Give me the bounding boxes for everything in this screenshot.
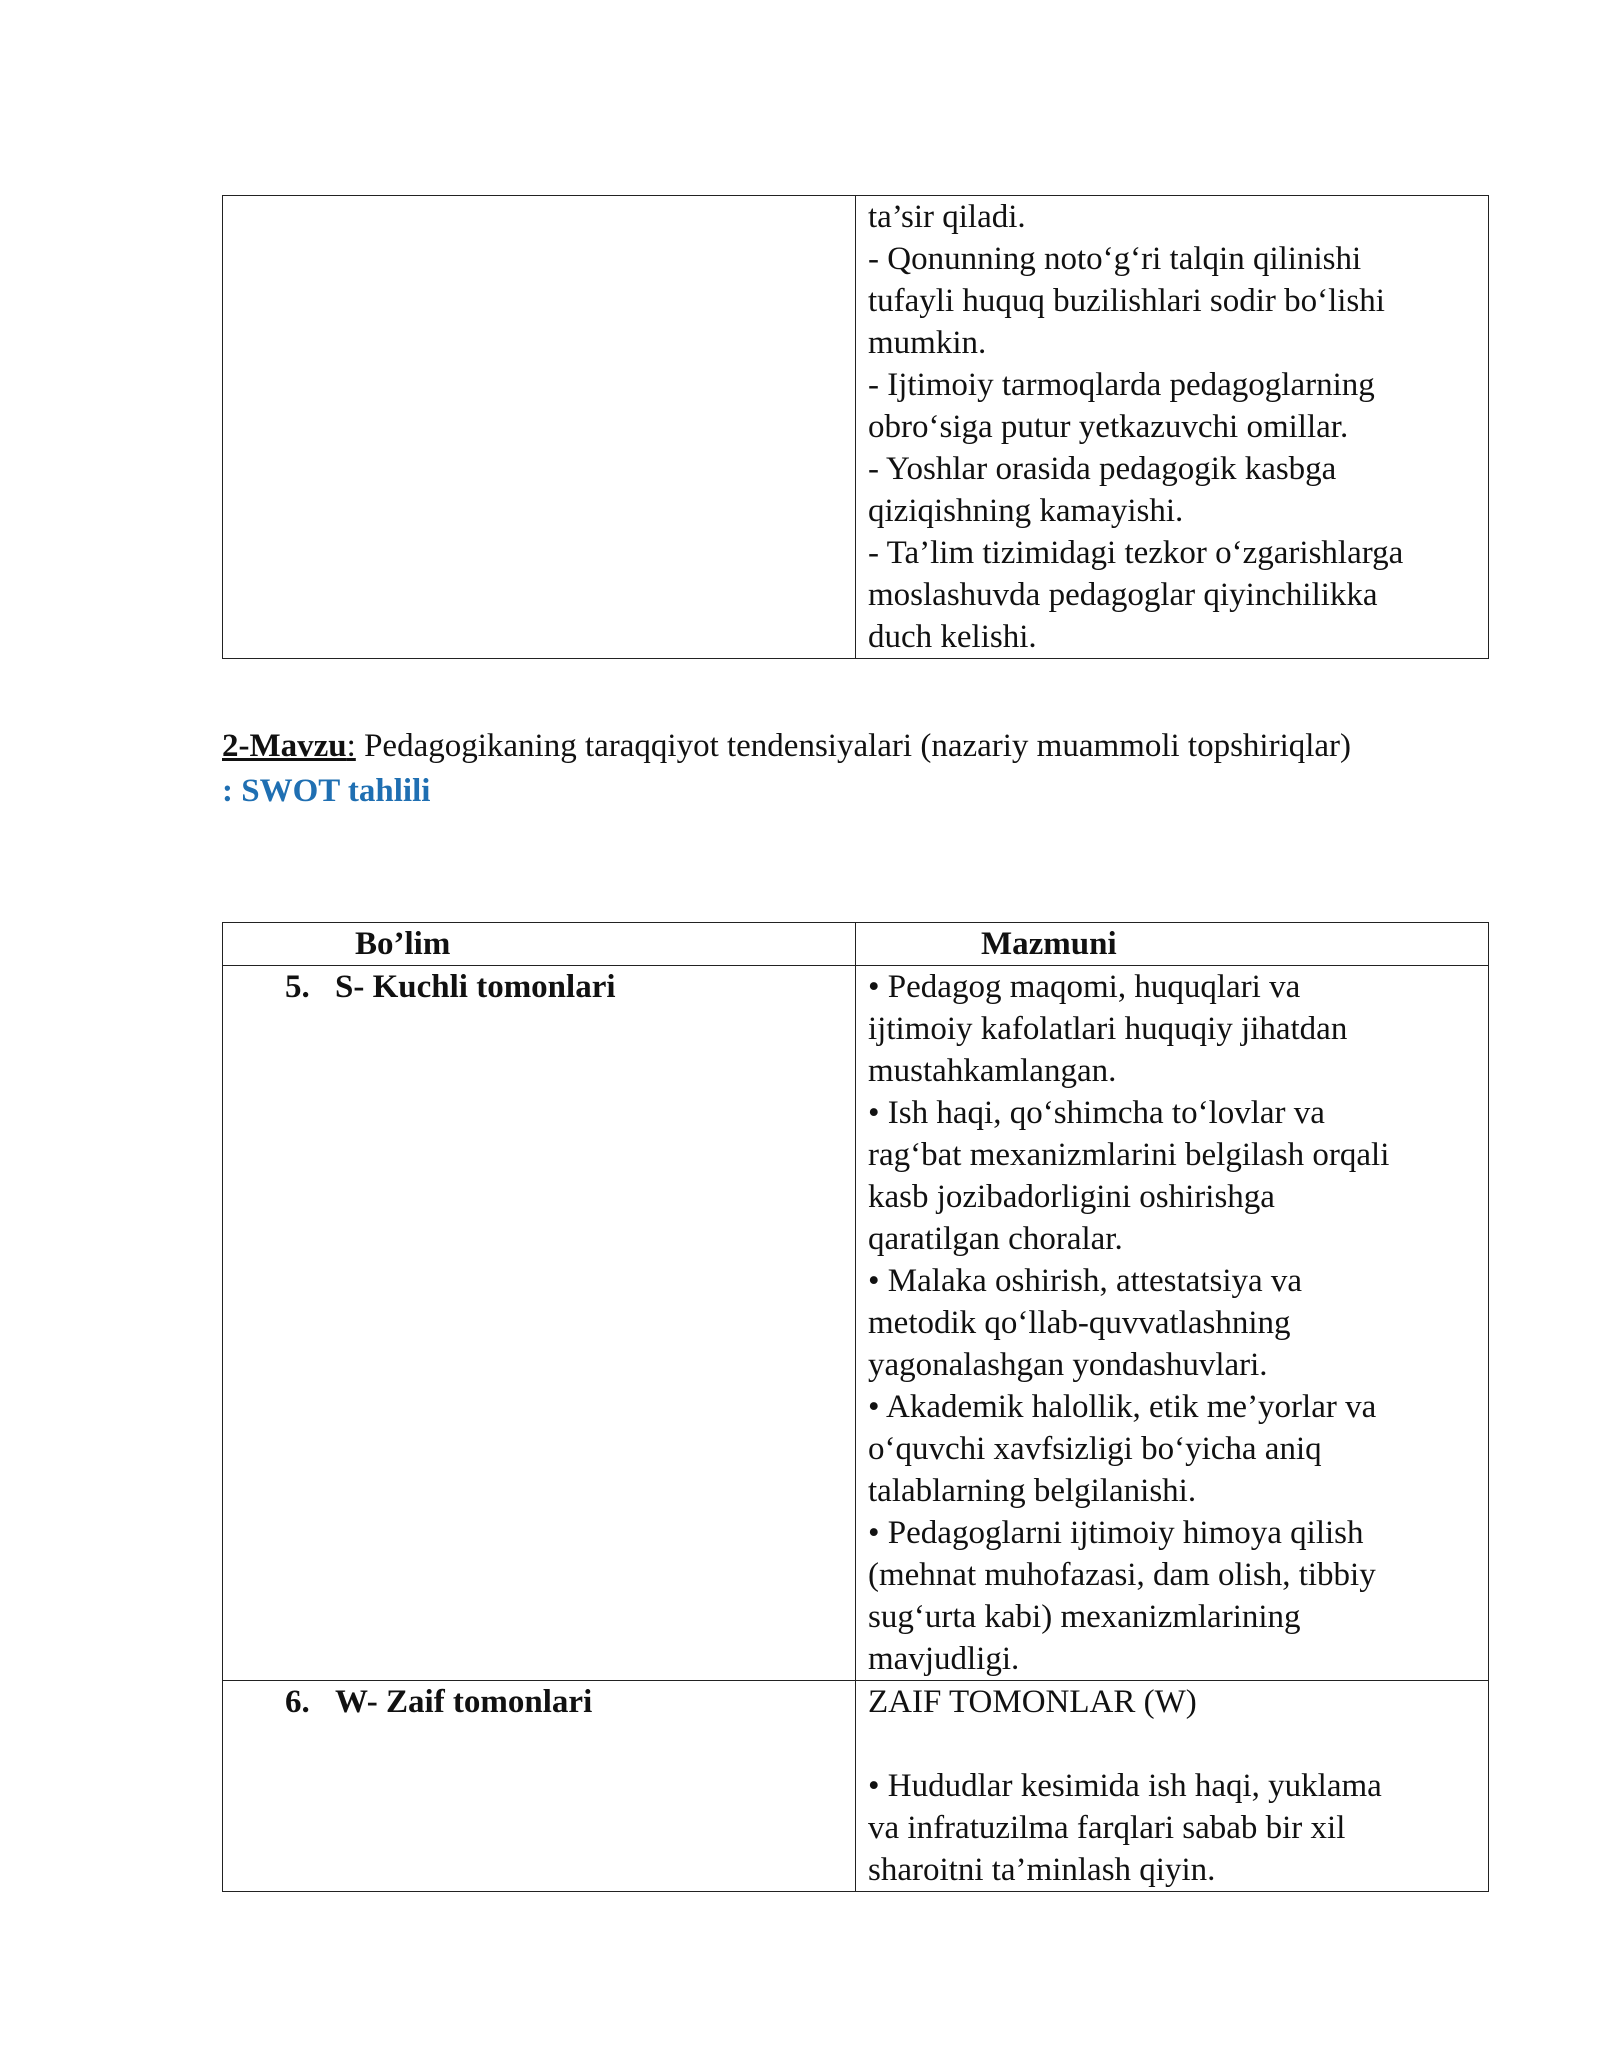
section-title: W- Zaif tomonlari <box>335 1684 593 1720</box>
content-cell-weaknesses <box>856 1681 1489 1892</box>
table-row <box>223 196 1489 659</box>
text-line: qaratilgan choralar. <box>868 1221 1123 1257</box>
text-line: talablarning belgilanishi. <box>868 1473 1197 1509</box>
text-line: - Qonunning noto‘g‘ri talqin qilinishi <box>868 241 1362 277</box>
empty-cell <box>223 196 856 659</box>
topic-text: Pedagogikaning taraqqiyot tendensiyalari (nazariy muammoli topshiriqlar) <box>355 728 1352 764</box>
blank-line <box>868 1723 1476 1765</box>
text-line: - Ijtimoiy tarmoqlarda pedagoglarning <box>868 367 1375 403</box>
section-cell-weaknesses <box>223 1681 856 1892</box>
topic-colon: : <box>346 728 356 764</box>
text-line: mustahkamlangan. <box>868 1053 1117 1089</box>
swot-table <box>222 922 1489 1892</box>
text-line: - Yoshlar orasida pedagogik kasbga <box>868 451 1337 487</box>
text-line: - Ta’lim tizimidagi tezkor o‘zgarishlarga <box>868 535 1404 571</box>
text-line: • Pedagog maqomi, huquqlari va <box>868 969 1301 1005</box>
text-line: tufayli huquq buzilishlari sodir bo‘lishi <box>868 283 1385 319</box>
threats-continued-cell <box>856 196 1489 659</box>
text-line: duch kelishi. <box>868 619 1037 655</box>
text-line: mavjudligi. <box>868 1641 1020 1677</box>
text-line: • Hududlar kesimida ish haqi, yuklama <box>868 1768 1382 1804</box>
section-number: 5. <box>285 969 310 1005</box>
content-cell-strengths <box>856 966 1489 1681</box>
text-line: • Akademik halollik, etik me’yorlar va <box>868 1389 1377 1425</box>
text-line: kasb jozibadorligini oshirishga <box>868 1179 1275 1215</box>
text-line: mumkin. <box>868 325 987 361</box>
text-line: rag‘bat mexanizmlarini belgilash orqali <box>868 1137 1390 1173</box>
topic-label: 2-Mavzu <box>222 728 347 764</box>
topic-subtitle: : SWOT tahlili <box>222 773 431 809</box>
text-line: ijtimoiy kafolatlari huquqiy jihatdan <box>868 1011 1348 1047</box>
table-row <box>223 1681 1489 1892</box>
text-line: sug‘urta kabi) mexanizmlarining <box>868 1599 1301 1635</box>
text-line: • Malaka oshirish, attestatsiya va <box>868 1263 1303 1299</box>
text-line: moslashuvda pedagoglar qiyinchilikka <box>868 577 1378 613</box>
text-line: obro‘siga putur yetkazuvchi omillar. <box>868 409 1349 445</box>
text-line: va infratuzilma farqlari sabab bir xil <box>868 1810 1346 1846</box>
column-header-section: Bo’lim <box>223 923 856 966</box>
column-header-content: Mazmuni <box>856 923 1489 966</box>
text-line: o‘quvchi xavfsizligi bo‘yicha aniq <box>868 1431 1322 1467</box>
table-row <box>223 966 1489 1681</box>
section-number: 6. <box>285 1684 310 1720</box>
text-line: ZAIF TOMONLAR (W) <box>868 1684 1197 1720</box>
table-header-row <box>223 923 1489 966</box>
text-line: • Ish haqi, qo‘shimcha to‘lovlar va <box>868 1095 1325 1131</box>
text-line: qiziqishning kamayishi. <box>868 493 1184 529</box>
text-line: (mehnat muhofazasi, dam olish, tibbiy <box>868 1557 1376 1593</box>
section-cell-strengths <box>223 966 856 1681</box>
topic-heading <box>222 724 1522 814</box>
text-line: • Pedagoglarni ijtimoiy himoya qilish <box>868 1515 1364 1551</box>
text-line: ta’sir qiladi. <box>868 199 1026 235</box>
text-line: yagonalashgan yondashuvlari. <box>868 1347 1268 1383</box>
text-line: sharoitni ta’minlash qiyin. <box>868 1852 1216 1888</box>
text-line: metodik qo‘llab-quvvatlashning <box>868 1305 1291 1341</box>
section-title: S- Kuchli tomonlari <box>335 969 616 1005</box>
continued-table <box>222 195 1489 659</box>
